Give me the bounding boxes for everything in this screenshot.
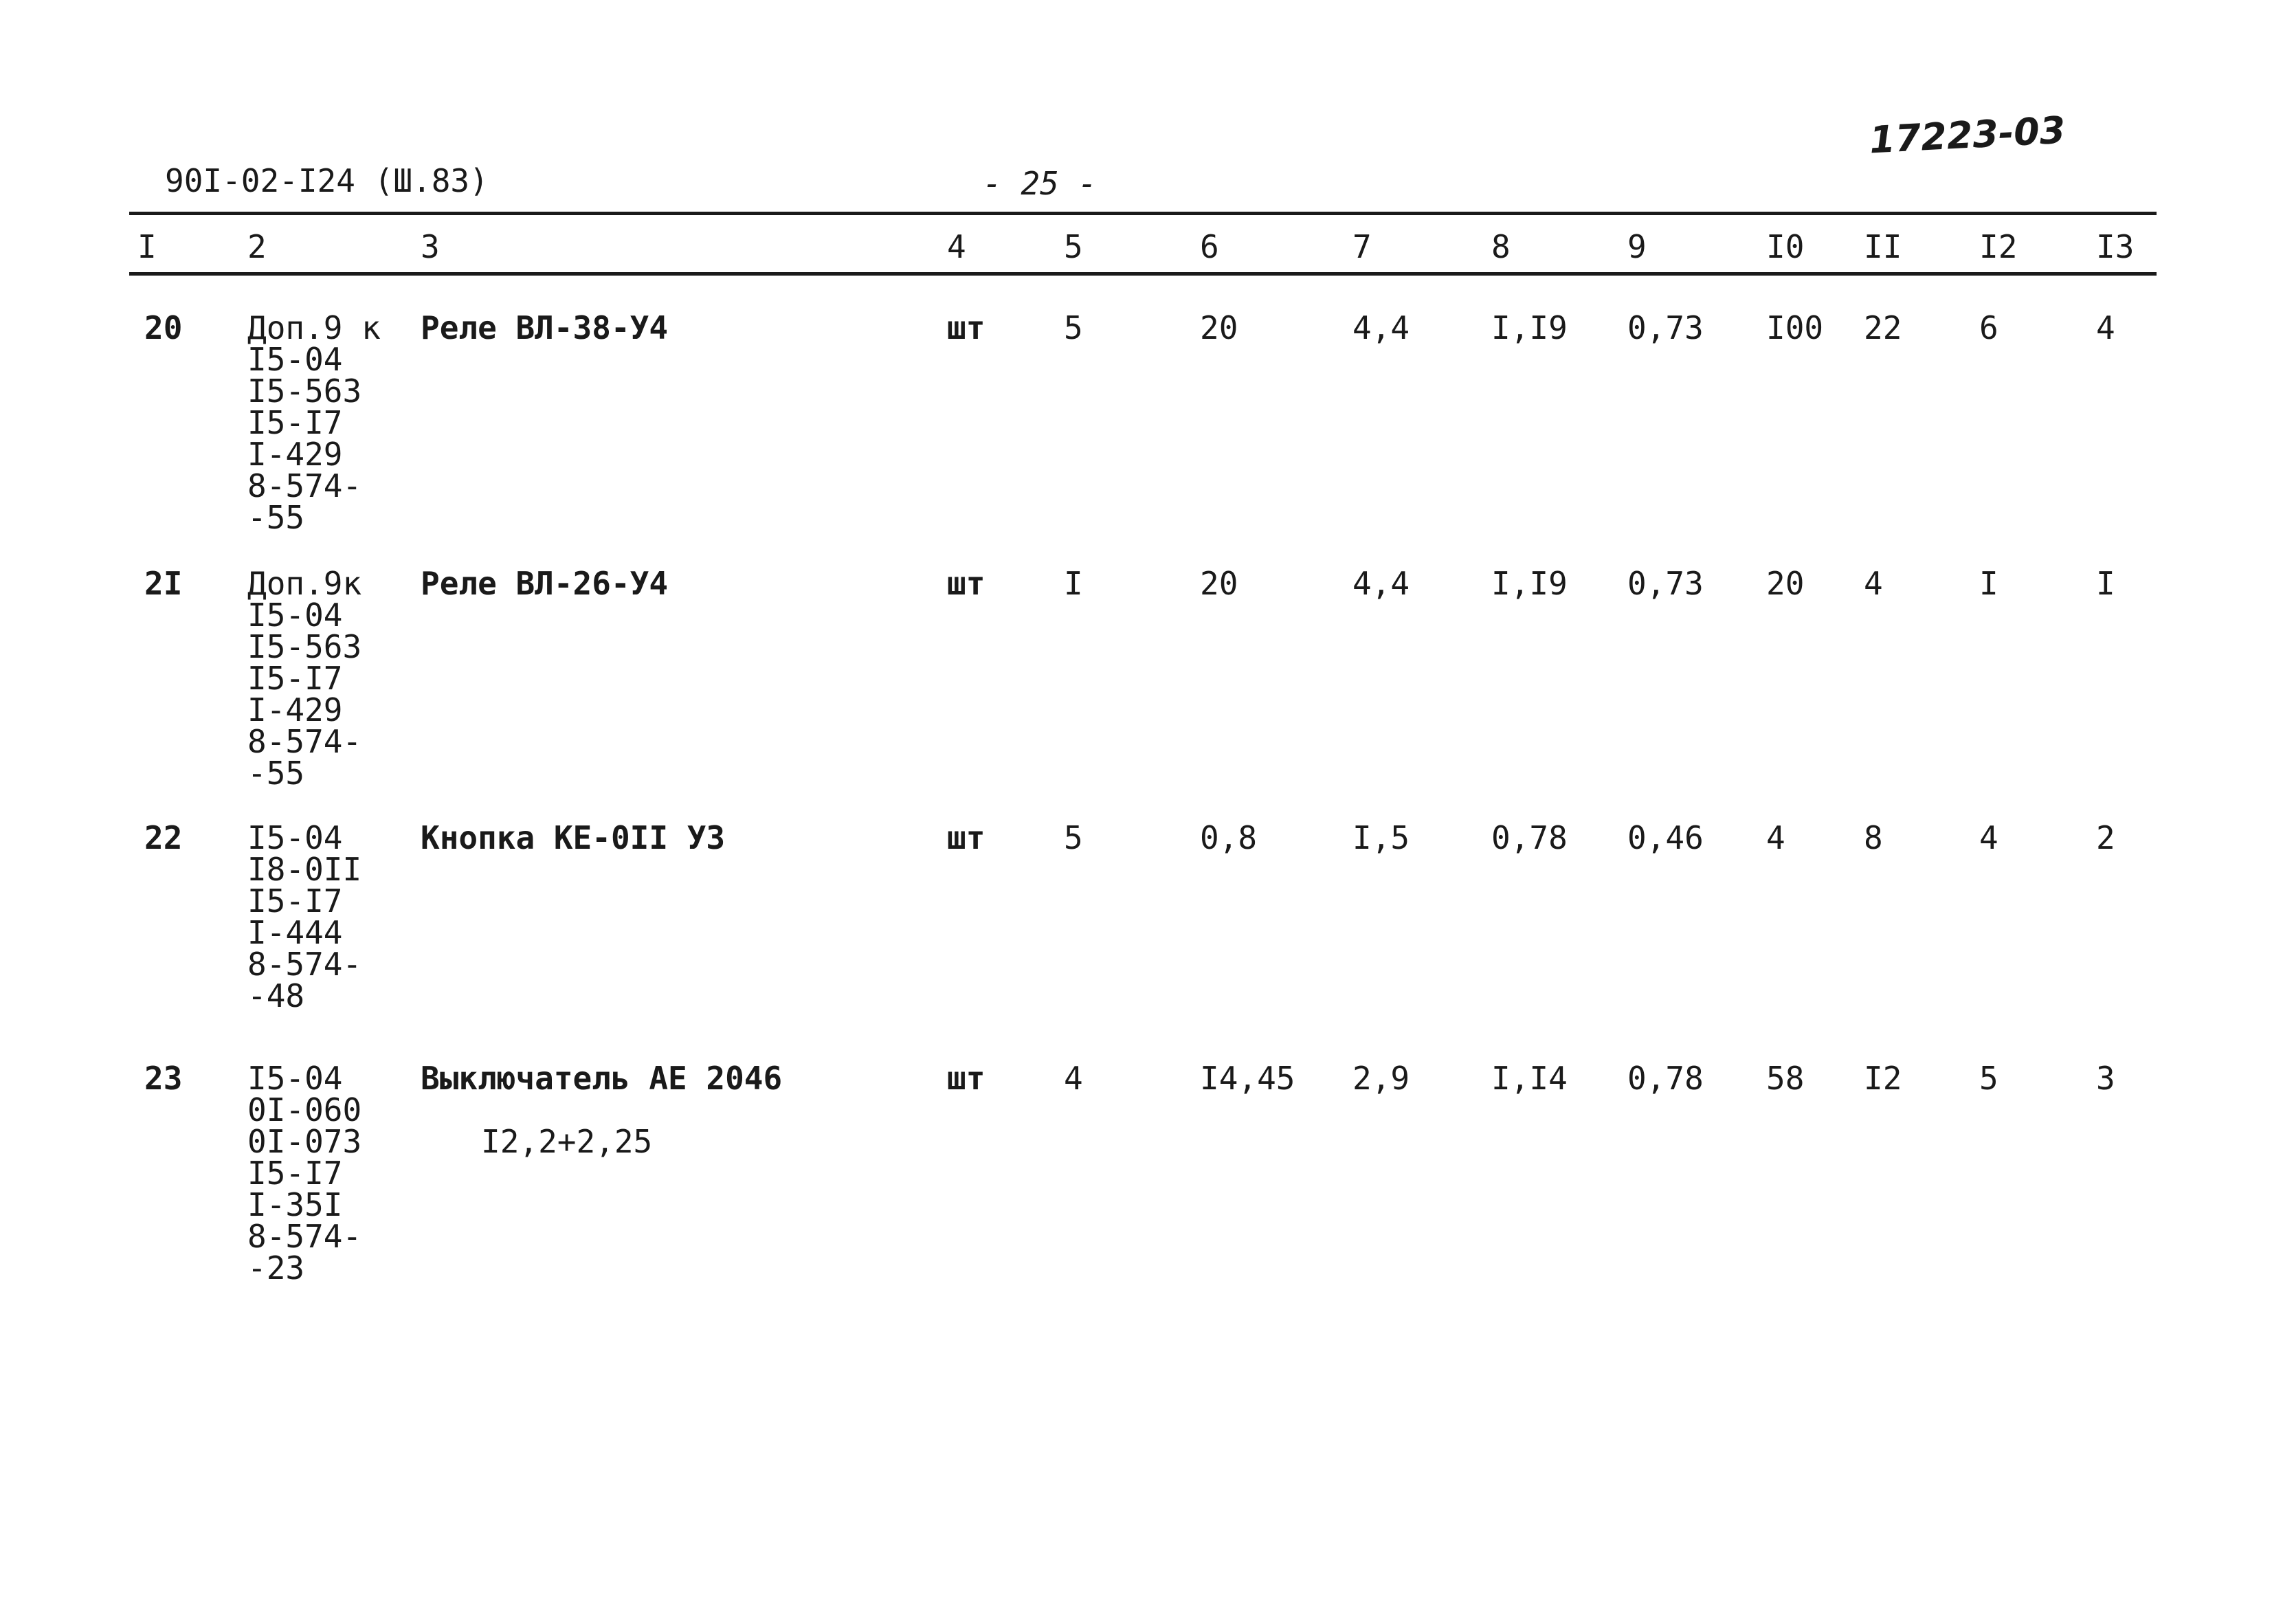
column-number: 2 (247, 228, 267, 265)
value-cell-col-8: I,I9 (1491, 309, 1568, 346)
value-cell-col-6: I4,45 (1200, 1060, 1295, 1097)
value-cell-col-7: 2,9 (1352, 1060, 1410, 1097)
row-number: 23 (144, 1060, 183, 1097)
value-cell-col-6: 0,8 (1200, 819, 1258, 856)
column-number: 3 (421, 228, 440, 265)
value-cell-col-11: 22 (1864, 309, 1902, 346)
value-cell-col-5: I (1064, 565, 1083, 602)
column-number: I (137, 228, 157, 265)
row-reference-line: I-35I (247, 1186, 343, 1223)
value-cell-col-10: 4 (1766, 819, 1785, 856)
column-number: 4 (947, 228, 966, 265)
column-number: I2 (1979, 228, 2018, 265)
value-cell-col-13: 4 (2096, 309, 2115, 346)
table-header-rule (129, 272, 2157, 276)
item-name: Кнопка КЕ-0II УЗ (421, 819, 726, 856)
unit-cell: шт (947, 1060, 985, 1097)
column-number: 6 (1200, 228, 1219, 265)
row-reference-line: 8-574- (247, 946, 362, 983)
unit-cell: шт (947, 565, 985, 602)
row-reference-line: 0I-073 (247, 1123, 362, 1160)
unit-cell: шт (947, 819, 985, 856)
value-cell-col-7: 4,4 (1352, 565, 1410, 602)
value-cell-col-13: I (2096, 565, 2115, 602)
row-reference-line: I5-I7 (247, 1155, 343, 1192)
value-cell-col-7: 4,4 (1352, 309, 1410, 346)
value-cell-col-6: 20 (1200, 309, 1238, 346)
table-top-rule (129, 212, 2157, 215)
row-number: 2I (144, 565, 183, 602)
column-number: 9 (1627, 228, 1647, 265)
handwritten-reference: 17223-03 (1868, 108, 2067, 162)
column-number: 7 (1352, 228, 1372, 265)
row-reference-line: 8-574- (247, 467, 362, 504)
value-cell-col-12: 5 (1979, 1060, 1998, 1097)
row-reference-line: -23 (247, 1249, 305, 1287)
document-code: 90I-02-I24 (Ш.83) (165, 162, 489, 199)
row-reference-line: I-429 (247, 691, 343, 728)
value-cell-col-10: I00 (1766, 309, 1824, 346)
row-reference-line: I5-563 (247, 628, 362, 665)
value-cell-col-5: 4 (1064, 1060, 1083, 1097)
row-reference-line: -48 (247, 977, 305, 1014)
value-cell-col-13: 3 (2096, 1060, 2115, 1097)
value-cell-col-13: 2 (2096, 819, 2115, 856)
value-cell-col-8: I,I4 (1491, 1060, 1568, 1097)
value-cell-col-12: 6 (1979, 309, 1998, 346)
value-cell-col-11: 4 (1864, 565, 1883, 602)
row-reference-line: I5-I7 (247, 882, 343, 920)
row-reference-line: I8-0II (247, 851, 362, 888)
value-cell-col-8: 0,78 (1491, 819, 1568, 856)
row-number: 20 (144, 309, 183, 346)
value-cell-col-6: 20 (1200, 565, 1238, 602)
unit-cell: шт (947, 309, 985, 346)
value-cell-col-5: 5 (1064, 819, 1083, 856)
row-reference-line: 8-574- (247, 1218, 362, 1255)
row-number: 22 (144, 819, 183, 856)
value-cell-col-11: I2 (1864, 1060, 1902, 1097)
row-reference-line: Доп.9 к (247, 309, 381, 346)
column-number: I3 (2096, 228, 2135, 265)
row-reference-line: I-444 (247, 914, 343, 951)
row-reference-line: I-429 (247, 436, 343, 473)
page-number: - 25 - (983, 165, 1098, 202)
column-number: II (1864, 228, 1902, 265)
value-cell-col-9: 0,73 (1627, 309, 1704, 346)
value-cell-col-9: 0,46 (1627, 819, 1704, 856)
value-cell-col-9: 0,73 (1627, 565, 1704, 602)
row-reference-line: I5-I7 (247, 660, 343, 697)
value-cell-col-12: 4 (1979, 819, 1998, 856)
item-note: I2,2+2,25 (481, 1123, 653, 1160)
row-reference-line: I5-I7 (247, 404, 343, 441)
row-reference-line: 0I-060 (247, 1091, 362, 1128)
item-name: Выключатель АЕ 2046 (421, 1060, 783, 1097)
row-reference-line: I5-563 (247, 372, 362, 410)
value-cell-col-12: I (1979, 565, 1998, 602)
column-number: 8 (1491, 228, 1511, 265)
value-cell-col-7: I,5 (1352, 819, 1410, 856)
row-reference-line: 8-574- (247, 723, 362, 760)
value-cell-col-5: 5 (1064, 309, 1083, 346)
value-cell-col-10: 58 (1766, 1060, 1805, 1097)
row-reference-line: I5-04 (247, 1060, 343, 1097)
value-cell-col-10: 20 (1766, 565, 1805, 602)
item-name: Реле ВЛ-26-У4 (421, 565, 669, 602)
value-cell-col-8: I,I9 (1491, 565, 1568, 602)
row-reference-line: I5-04 (247, 341, 343, 378)
column-number: 5 (1064, 228, 1083, 265)
value-cell-col-11: 8 (1864, 819, 1883, 856)
row-reference-line: -55 (247, 755, 305, 792)
value-cell-col-9: 0,78 (1627, 1060, 1704, 1097)
row-reference-line: I5-04 (247, 819, 343, 856)
item-name: Реле ВЛ-38-У4 (421, 309, 669, 346)
column-number: I0 (1766, 228, 1805, 265)
row-reference-line: Доп.9к (247, 565, 362, 602)
row-reference-line: I5-04 (247, 597, 343, 634)
row-reference-line: -55 (247, 499, 305, 536)
